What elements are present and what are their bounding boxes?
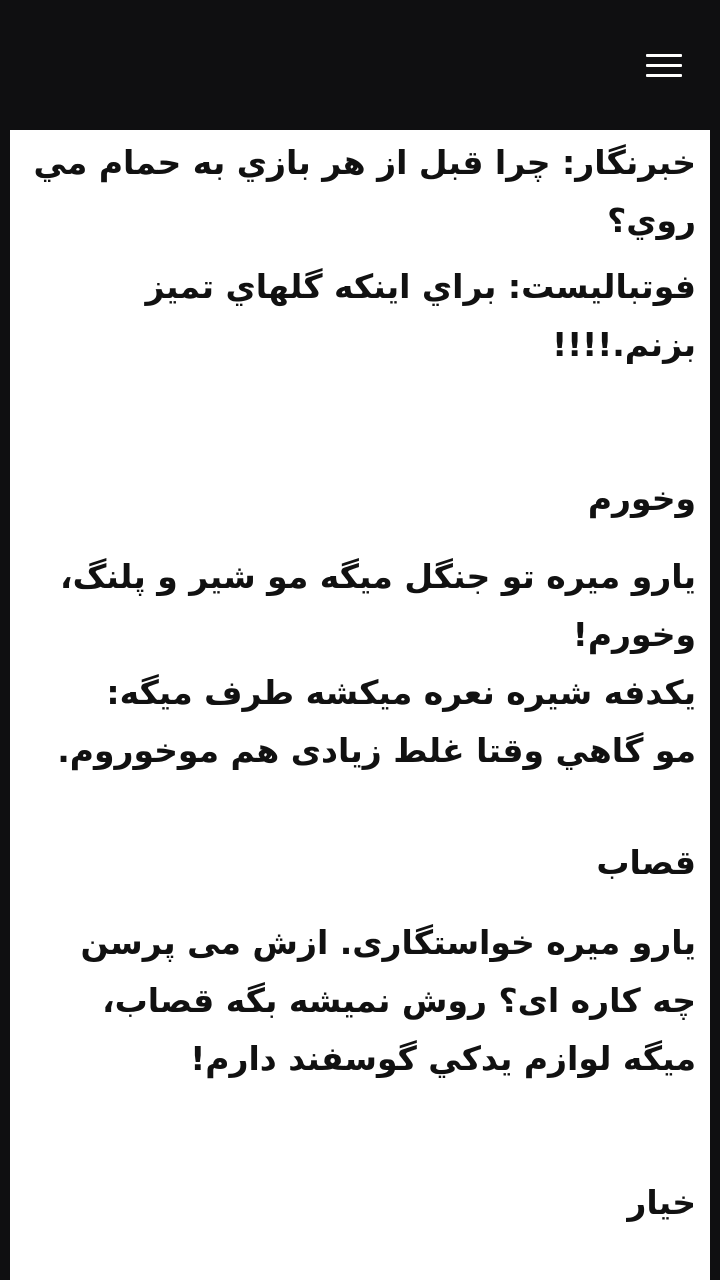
menu-bar-line: [646, 54, 682, 57]
joke-body: [22, 548, 696, 780]
text-line: روي؟: [607, 201, 696, 240]
text-line: یارو میره خواستگاری. ازش می پرسن: [80, 923, 696, 962]
hamburger-menu-icon[interactable]: [646, 52, 682, 78]
joke-title: قصاب: [596, 843, 696, 882]
text-line: یارو میره تو جنگل میگه مو شیر و پلنگ،: [60, 557, 696, 596]
joke-body: [22, 914, 696, 1088]
text-line: فوتباليست: براي اينكه گلهاي تميز: [145, 267, 696, 306]
top-app-bar: [0, 0, 720, 130]
menu-bar-line: [646, 74, 682, 77]
text-line: چه کاره ای؟ روش نمیشه بگه قصاب،: [102, 981, 696, 1020]
joke-title: وخورم: [587, 479, 696, 518]
text-line: خبرنگار: چرا قبل از هر بازي به حمام مي: [33, 143, 696, 182]
joke-question: [22, 134, 696, 250]
article-content: [10, 130, 710, 1280]
joke-answer: [22, 258, 696, 374]
menu-bar-line: [646, 64, 682, 67]
text-line: مو گاهي وقتا غلط زیادی هم موخوروم.: [57, 731, 696, 770]
jokes-article: [10, 130, 710, 1232]
text-line: بزنم.!!!!: [552, 325, 696, 364]
text-line: وخورم!: [572, 615, 696, 654]
text-line: یکدفه شیره نعره میکشه طرف میگه:: [106, 673, 696, 712]
joke-title: خیار: [627, 1183, 696, 1222]
text-line: میگه لوازم یدکي گوسفند دارم!: [190, 1039, 696, 1078]
